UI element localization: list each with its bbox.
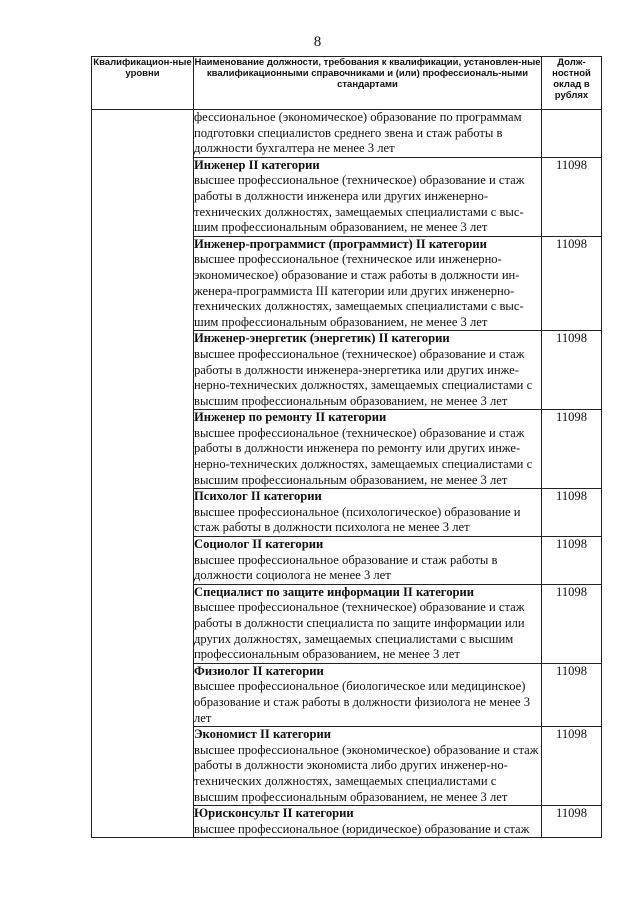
table-header-row <box>92 57 602 110</box>
salary-table <box>91 56 602 838</box>
position-requirement: высшее профессиональное образование и стаж работы в должности социолога не менее 3 лет <box>194 552 498 583</box>
position-cell <box>194 806 542 838</box>
position-cell <box>194 727 542 806</box>
header-position-requirements: Наименование должности, требования к квалификации, установлен-ные квалификационными справочниками и (или) профессиональ-ными стандартами <box>194 57 542 110</box>
position-requirement: высшее профессиональное (техническое) образование и стаж работы в должности инженера по ремонту или других инже-нерно-технических должностях, замещаемых специалистами с высшим профессиональным образованием, не менее 3 лет <box>194 425 533 487</box>
salary-value: 11098 <box>542 806 602 838</box>
header-qualification-levels: Квалификацион-ные уровни <box>92 57 194 110</box>
position-cell <box>194 663 542 726</box>
table-row-continuation <box>92 110 602 158</box>
position-title: Физиолог II категории <box>194 663 324 678</box>
position-title: Инженер по ремонту II категории <box>194 410 387 425</box>
position-title: Инженер-программист (программист) II категории <box>194 236 487 251</box>
position-cell <box>194 410 542 489</box>
position-cell <box>194 331 542 410</box>
position-requirement: высшее профессиональное (биологическое или медицинское) образование и стаж работы в должности физиолога не менее 3 лет <box>194 679 531 725</box>
position-title: Социолог II категории <box>194 537 324 552</box>
position-requirement: высшее профессиональное (техническое) образование и стаж работы в должности инженера или других инженерно-технических должностях, замещаемых специалистами с выс-шим профессиональным образованием, не менее 3 лет <box>194 173 525 235</box>
salary-value: 11098 <box>542 331 602 410</box>
position-title: Экономист II категории <box>194 727 331 742</box>
position-cell <box>194 157 542 236</box>
salary-value: 11098 <box>542 537 602 585</box>
position-title: Специалист по защите информации II категории <box>194 584 475 599</box>
salary-value: 11098 <box>542 410 602 489</box>
position-cell <box>194 584 542 663</box>
header-salary: Долж-ностной оклад в рублях <box>542 57 602 110</box>
salary-value: 11098 <box>542 236 602 331</box>
salary-value: 11098 <box>542 584 602 663</box>
position-cell <box>194 236 542 331</box>
position-title: Психолог II категории <box>194 489 322 504</box>
page-number: 8 <box>313 34 322 50</box>
position-cell <box>194 537 542 585</box>
position-requirement: высшее профессиональное (психологическое) образование и стаж работы в должности психолога не менее 3 лет <box>194 504 521 535</box>
position-requirement: высшее профессиональное (техническое или инженерно-экономическое) образование и стаж работы в должности ин-женера-программиста III категории или других инженерно-технических должностях, замещаемых специалистами с выс-шим профессиональным образованием, не менее 3 лет <box>194 252 524 329</box>
position-title: Инженер II категории <box>194 157 320 172</box>
position-title: Юрисконсульт II категории <box>194 806 354 821</box>
continuation-text: фессиональное (экономическое) образование по программам подготовки специалистов среднего звена и стаж работы в должности бухгалтера не менее 3 лет <box>194 110 542 158</box>
salary-value: 11098 <box>542 663 602 726</box>
position-requirement: высшее профессиональное (юридическое) образование и стаж <box>194 821 530 836</box>
salary-value: 11098 <box>542 489 602 537</box>
salary-value: 11098 <box>542 727 602 806</box>
position-requirement: высшее профессиональное (экономическое) образование и стаж работы в должности экономиста либо других инженер-но-технических должностях, замещаемых специалистами с высшим профессиональным образованием, не менее 3 лет <box>194 742 539 804</box>
salary-cell-empty <box>542 110 602 158</box>
position-requirement: высшее профессиональное (техническое) образование и стаж работы в должности инженера-энергетика или других инже-нерно-технических должностях, замещаемых специалистами с высшим профессиональным образованием, не менее 3 лет <box>194 346 533 408</box>
salary-value: 11098 <box>542 157 602 236</box>
position-requirement: высшее профессиональное (техническое) образование и стаж работы в должности специалиста по защите информации или других должностях, замещаемых специалистами с высшим профессиональным образованием, не менее 3 лет <box>194 600 525 662</box>
position-title: Инженер-энергетик (энергетик) II категории <box>194 331 450 346</box>
qualification-level-cell <box>92 110 194 838</box>
position-cell <box>194 489 542 537</box>
